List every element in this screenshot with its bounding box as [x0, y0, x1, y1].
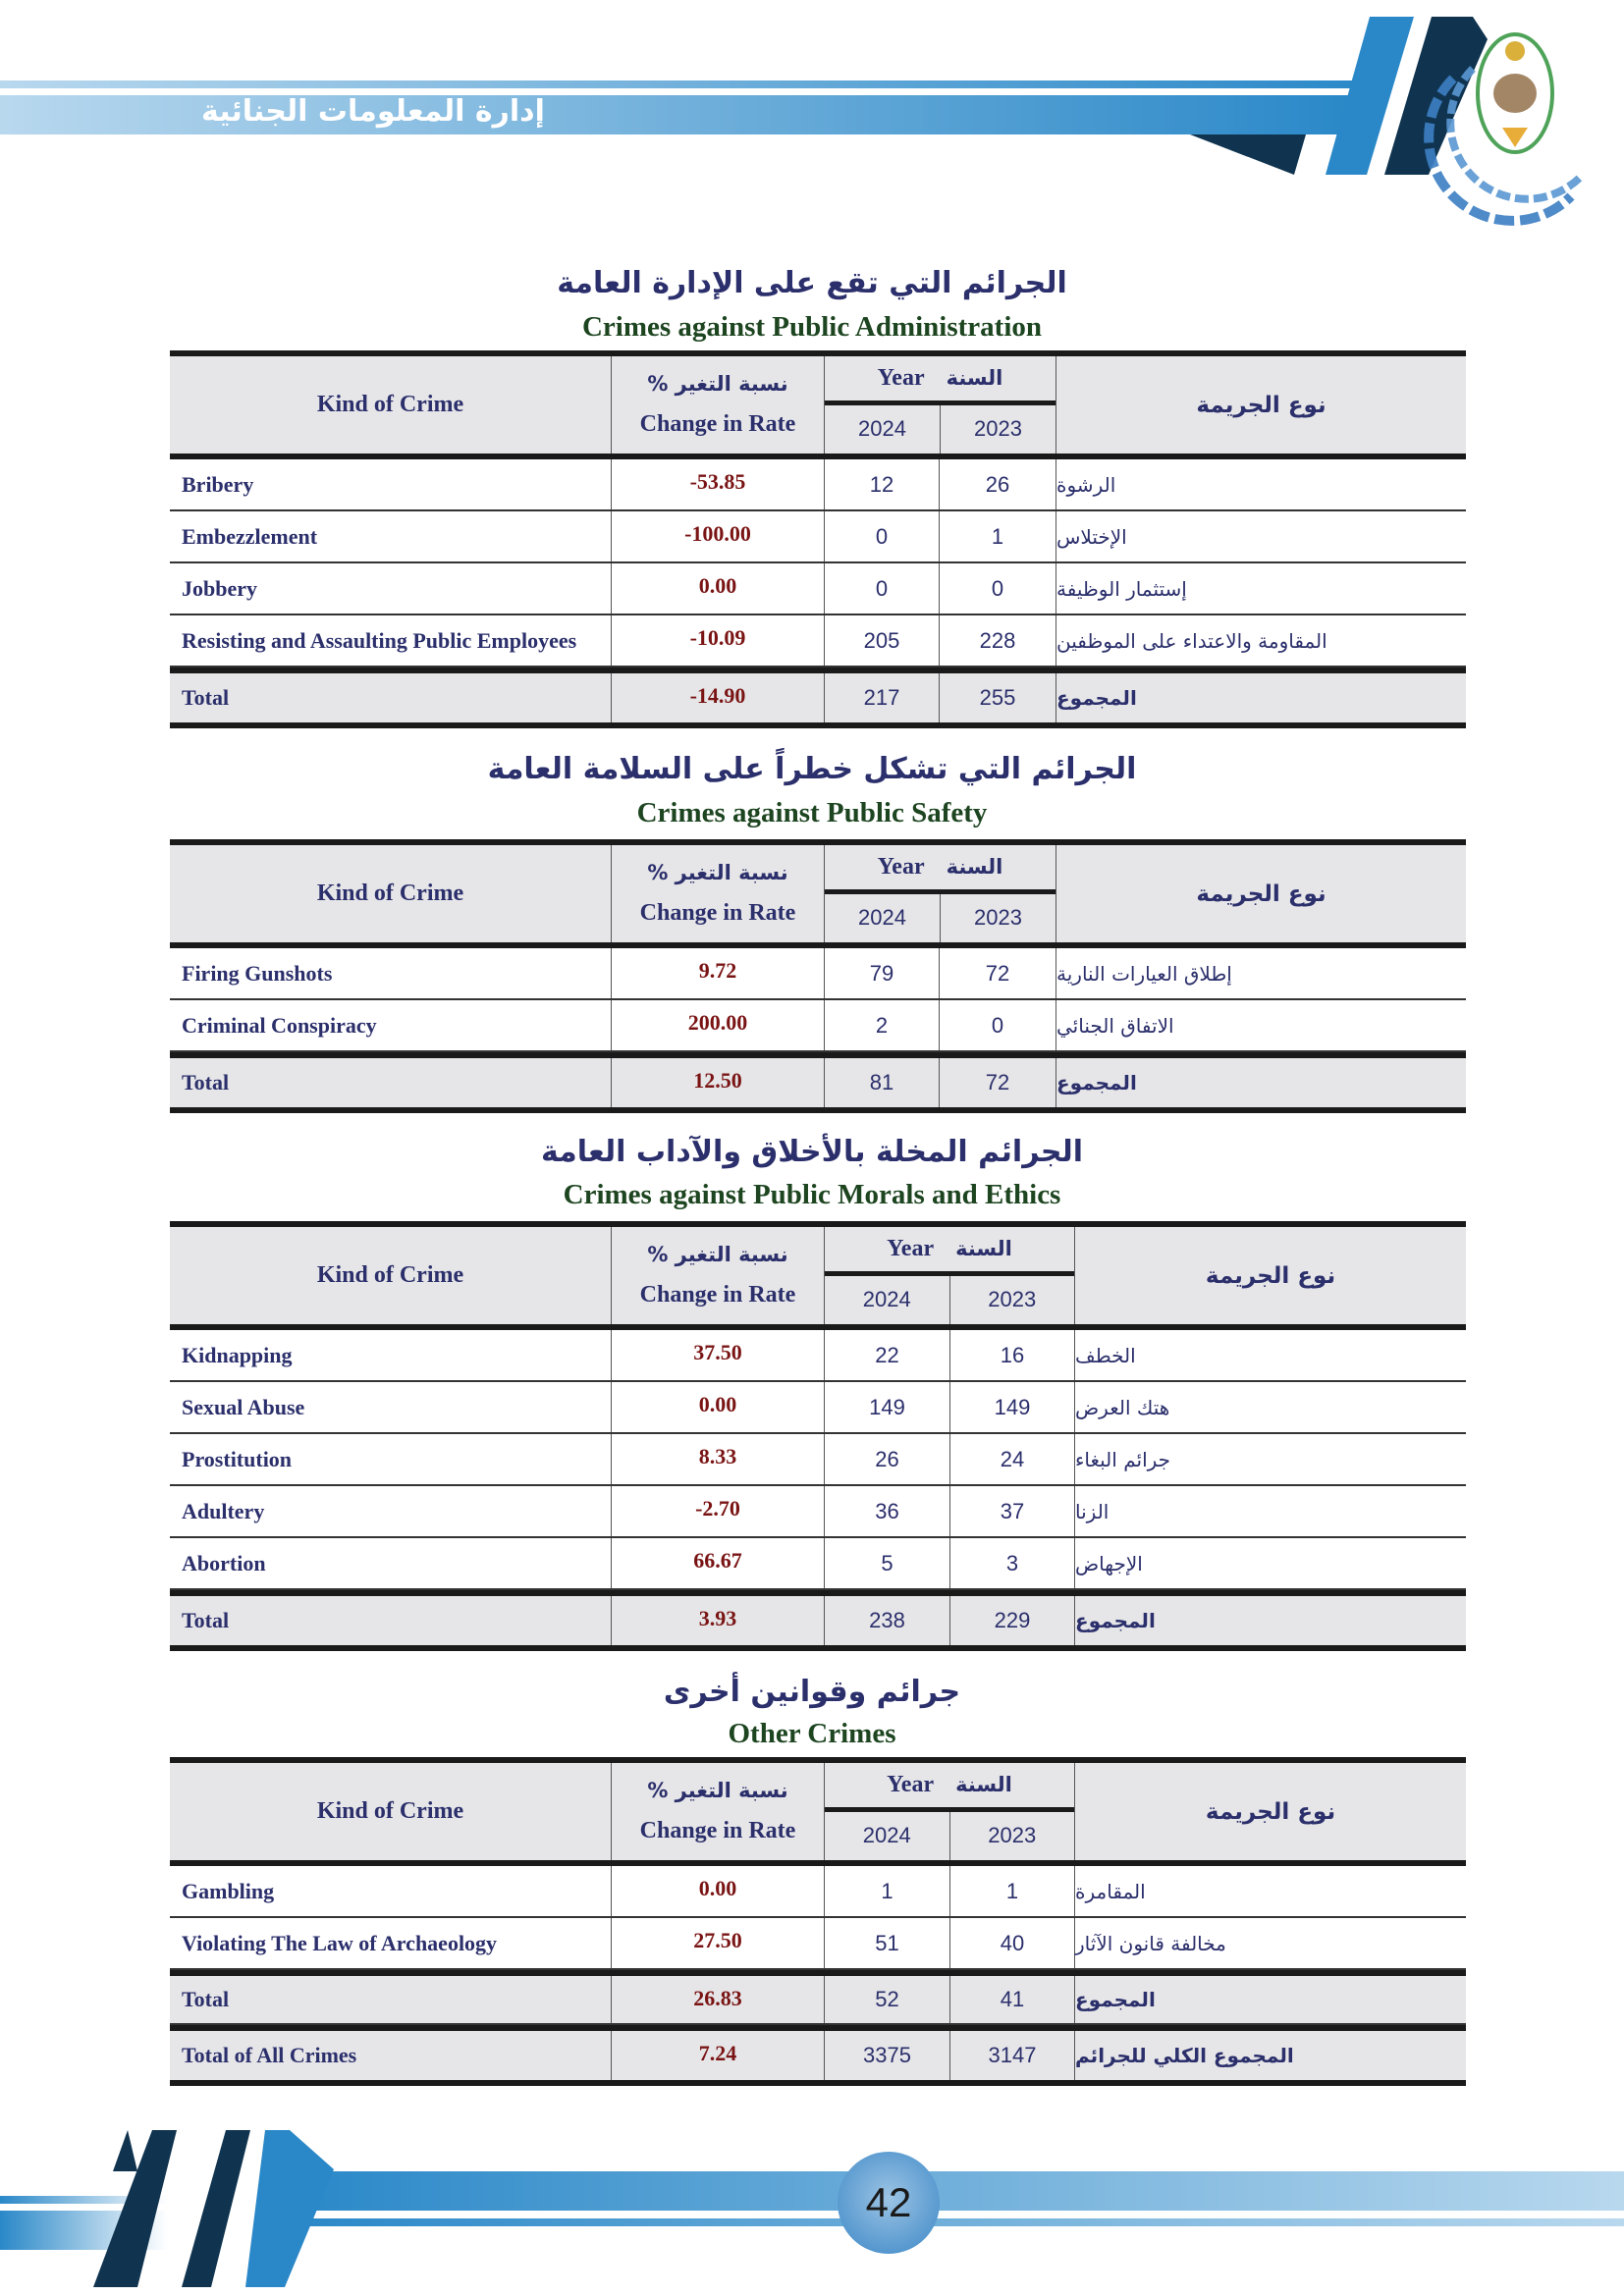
- change-rate: 12.50: [612, 1058, 825, 1107]
- table-row: [170, 511, 1466, 563]
- header-year: [825, 845, 1056, 942]
- header-rate: [612, 1227, 825, 1324]
- total-row: [170, 1590, 1466, 1645]
- count-2024: 0: [825, 563, 940, 614]
- count-2024: 3375: [825, 2031, 950, 2080]
- count-2023: 0: [940, 563, 1056, 614]
- header-rate-en: Change in Rate: [639, 411, 796, 437]
- crime-name-en: Total: [170, 1596, 612, 1645]
- crime-table: [170, 1221, 1466, 1651]
- table-row: [170, 1434, 1466, 1486]
- header-rate-ar: نسبة التغير %: [647, 1779, 788, 1802]
- table-row: [170, 1918, 1466, 1970]
- header-kind-en: Kind of Crime: [170, 1763, 612, 1860]
- table-row: [170, 1330, 1466, 1382]
- header-year-en: Year: [877, 364, 925, 391]
- header-year: [825, 356, 1056, 454]
- crime-name-en: Gambling: [170, 1866, 612, 1916]
- table-row: [170, 563, 1466, 615]
- table-header: [170, 1227, 1466, 1330]
- crime-name-en: Total: [170, 1058, 612, 1107]
- header-year-en: Year: [877, 853, 925, 880]
- count-2023: 3: [950, 1538, 1075, 1588]
- crime-name-ar: الرشوة: [1056, 472, 1116, 497]
- crime-name-en: Jobbery: [170, 563, 612, 614]
- count-2024: 51: [825, 1918, 950, 1968]
- count-2024: 12: [825, 459, 940, 509]
- crime-name-ar: مخالفة قانون الآثار: [1075, 1931, 1226, 1955]
- count-2023: 0: [940, 1000, 1056, 1050]
- count-2023: 72: [940, 948, 1056, 998]
- change-rate: -100.00: [612, 511, 825, 561]
- count-2023: 3147: [950, 2031, 1075, 2080]
- crime-name-en: Total: [170, 1976, 612, 2023]
- crime-name-ar: المجموع الكلي للجرائم: [1075, 2044, 1294, 2067]
- department-title: إدارة المعلومات الجنائية: [201, 94, 545, 129]
- table-row: [170, 948, 1466, 1000]
- crime-name-ar: إستثمار الوظيفة: [1056, 576, 1187, 601]
- header-rate: [612, 1763, 825, 1860]
- header-2024: 2024: [825, 1812, 950, 1861]
- crime-name-ar: المجموع: [1056, 1071, 1137, 1095]
- header-2023: 2023: [988, 1823, 1037, 1848]
- page-number: 42: [838, 2152, 940, 2254]
- count-2024: 81: [825, 1058, 940, 1107]
- crime-name-en: Prostitution: [170, 1434, 612, 1484]
- header-kind-en: Kind of Crime: [170, 845, 612, 942]
- change-rate: 27.50: [612, 1918, 825, 1968]
- crime-name-ar: إطلاق العيارات النارية: [1056, 961, 1232, 986]
- count-2024: 2: [825, 1000, 940, 1050]
- change-rate: 0.00: [612, 1866, 825, 1916]
- crime-name-ar: هتك العرض: [1075, 1395, 1170, 1419]
- header-year: [825, 1227, 1075, 1324]
- change-rate: 37.50: [612, 1330, 825, 1380]
- header-kind-en: Kind of Crime: [170, 1227, 612, 1324]
- section-title-en: Crimes against Public Administration: [581, 311, 1043, 343]
- count-2023: 40: [950, 1918, 1075, 1968]
- header-rate: [612, 356, 825, 454]
- count-2024: 0: [825, 511, 940, 561]
- crime-name-en: Abortion: [170, 1538, 612, 1588]
- table-header: [170, 356, 1466, 459]
- crime-name-ar: الزنا: [1075, 1499, 1110, 1523]
- change-rate: -2.70: [612, 1486, 825, 1536]
- crime-name-ar: الإختلاس: [1056, 524, 1127, 549]
- change-rate: 26.83: [612, 1976, 825, 2023]
- count-2023: 149: [950, 1382, 1075, 1432]
- crime-name-en: Embezzlement: [170, 511, 612, 561]
- crime-name-en: Violating The Law of Archaeology: [170, 1918, 612, 1968]
- change-rate: 8.33: [612, 1434, 825, 1484]
- header-year-ar: السنة: [955, 1237, 1012, 1261]
- table-row: [170, 1538, 1466, 1590]
- crime-name-ar: المجموع: [1056, 686, 1137, 710]
- total-row: [170, 667, 1466, 722]
- header-rate: [612, 845, 825, 942]
- crime-name-en: Total: [170, 673, 612, 722]
- footer-banner: [0, 2120, 1624, 2296]
- section-title-ar: جرائم وقوانين أخرى: [663, 1675, 961, 1709]
- header-rate-ar: نسبة التغير %: [647, 372, 788, 396]
- change-rate: 3.93: [612, 1596, 825, 1645]
- count-2024: 217: [825, 673, 940, 722]
- change-rate: -53.85: [612, 459, 825, 509]
- header-2023: 2023: [974, 905, 1022, 931]
- count-2024: 26: [825, 1434, 950, 1484]
- change-rate: -10.09: [612, 615, 825, 666]
- header-kind-en: Kind of Crime: [170, 356, 612, 454]
- crime-name-ar: المقاومة والاعتداء على الموظفين: [1056, 628, 1327, 653]
- header-kind-ar: نوع الجريمة: [1205, 1798, 1336, 1825]
- header-kind-ar: نوع الجريمة: [1196, 392, 1326, 418]
- table-row: [170, 1382, 1466, 1434]
- table-row: [170, 1866, 1466, 1918]
- grand-total-row: [170, 2025, 1466, 2080]
- change-rate: 0.00: [612, 563, 825, 614]
- crime-name-ar: المجموع: [1075, 1988, 1156, 2011]
- total-row: [170, 1970, 1466, 2025]
- change-rate: 9.72: [612, 948, 825, 998]
- header-rate-en: Change in Rate: [639, 1282, 796, 1308]
- crime-name-ar: الاتفاق الجنائي: [1056, 1013, 1174, 1038]
- header-year-ar: السنة: [946, 855, 1003, 880]
- count-2023: 1: [940, 511, 1056, 561]
- table-row: [170, 459, 1466, 511]
- table-row: [170, 615, 1466, 667]
- header-2024: 2024: [825, 405, 941, 454]
- count-2023: 1: [950, 1866, 1075, 1916]
- crime-name-ar: الإجهاض: [1075, 1551, 1143, 1575]
- crime-table: [170, 839, 1466, 1113]
- header-2023: 2023: [988, 1287, 1037, 1312]
- count-2023: 41: [950, 1976, 1075, 2023]
- change-rate: 66.67: [612, 1538, 825, 1588]
- count-2023: 229: [950, 1596, 1075, 1645]
- section-title-en: Other Crimes: [728, 1718, 896, 1749]
- count-2024: 1: [825, 1866, 950, 1916]
- section-title-ar: الجرائم التي تشكل خطراً على السلامة العامة: [487, 752, 1137, 786]
- section-title-en: Crimes against Public Safety: [636, 797, 988, 828]
- header-kind-ar: نوع الجريمة: [1196, 881, 1326, 907]
- header-year-ar: السنة: [955, 1773, 1012, 1797]
- change-rate: 7.24: [612, 2031, 825, 2080]
- crime-name-en: Total of All Crimes: [170, 2031, 612, 2080]
- count-2024: 52: [825, 1976, 950, 2023]
- crime-name-en: Criminal Conspiracy: [170, 1000, 612, 1050]
- crime-name-en: Kidnapping: [170, 1330, 612, 1380]
- count-2023: 255: [940, 673, 1056, 722]
- count-2024: 205: [825, 615, 940, 666]
- crime-name-ar: جرائم البغاء: [1075, 1447, 1171, 1471]
- count-2023: 228: [940, 615, 1056, 666]
- header-2024: 2024: [825, 1276, 950, 1325]
- header-2024: 2024: [825, 894, 941, 943]
- header-year-en: Year: [887, 1235, 935, 1261]
- crime-name-en: Firing Gunshots: [170, 948, 612, 998]
- header-year: [825, 1763, 1075, 1860]
- crime-name-ar: المجموع: [1075, 1609, 1156, 1632]
- section-title-en: Crimes against Public Morals and Ethics: [563, 1179, 1061, 1210]
- count-2024: 238: [825, 1596, 950, 1645]
- crime-name-ar: المقامرة: [1075, 1879, 1146, 1903]
- crime-name-en: Resisting and Assaulting Public Employees: [170, 615, 612, 666]
- section-title-ar: الجرائم المخلة بالأخلاق والآداب العامة: [540, 1135, 1084, 1169]
- count-2024: 149: [825, 1382, 950, 1432]
- header-year-en: Year: [887, 1771, 935, 1797]
- table-header: [170, 845, 1466, 948]
- crime-name-en: Bribery: [170, 459, 612, 509]
- count-2024: 22: [825, 1330, 950, 1380]
- header-rate-ar: نسبة التغير %: [647, 1243, 788, 1266]
- header-kind-ar: نوع الجريمة: [1205, 1262, 1336, 1289]
- header-rate-ar: نسبة التغير %: [647, 861, 788, 884]
- change-rate: 0.00: [612, 1382, 825, 1432]
- table-row: [170, 1486, 1466, 1538]
- section-title-ar: الجرائم التي تقع على الإدارة العامة: [557, 266, 1067, 300]
- count-2024: 79: [825, 948, 940, 998]
- header-2023: 2023: [974, 416, 1022, 442]
- crime-name-ar: الخطف: [1075, 1343, 1136, 1367]
- crime-name-en: Sexual Abuse: [170, 1382, 612, 1432]
- table-header: [170, 1763, 1466, 1866]
- change-rate: 200.00: [612, 1000, 825, 1050]
- crime-table: [170, 350, 1466, 728]
- crime-table: [170, 1757, 1466, 2086]
- count-2023: 16: [950, 1330, 1075, 1380]
- count-2023: 26: [940, 459, 1056, 509]
- table-row: [170, 1000, 1466, 1052]
- count-2023: 24: [950, 1434, 1075, 1484]
- header-rate-en: Change in Rate: [639, 900, 796, 926]
- count-2023: 72: [940, 1058, 1056, 1107]
- count-2023: 37: [950, 1486, 1075, 1536]
- change-rate: -14.90: [612, 673, 825, 722]
- total-row: [170, 1052, 1466, 1107]
- header-year-ar: السنة: [946, 366, 1003, 391]
- count-2024: 5: [825, 1538, 950, 1588]
- crime-name-en: Adultery: [170, 1486, 612, 1536]
- count-2024: 36: [825, 1486, 950, 1536]
- header-rate-en: Change in Rate: [639, 1818, 796, 1843]
